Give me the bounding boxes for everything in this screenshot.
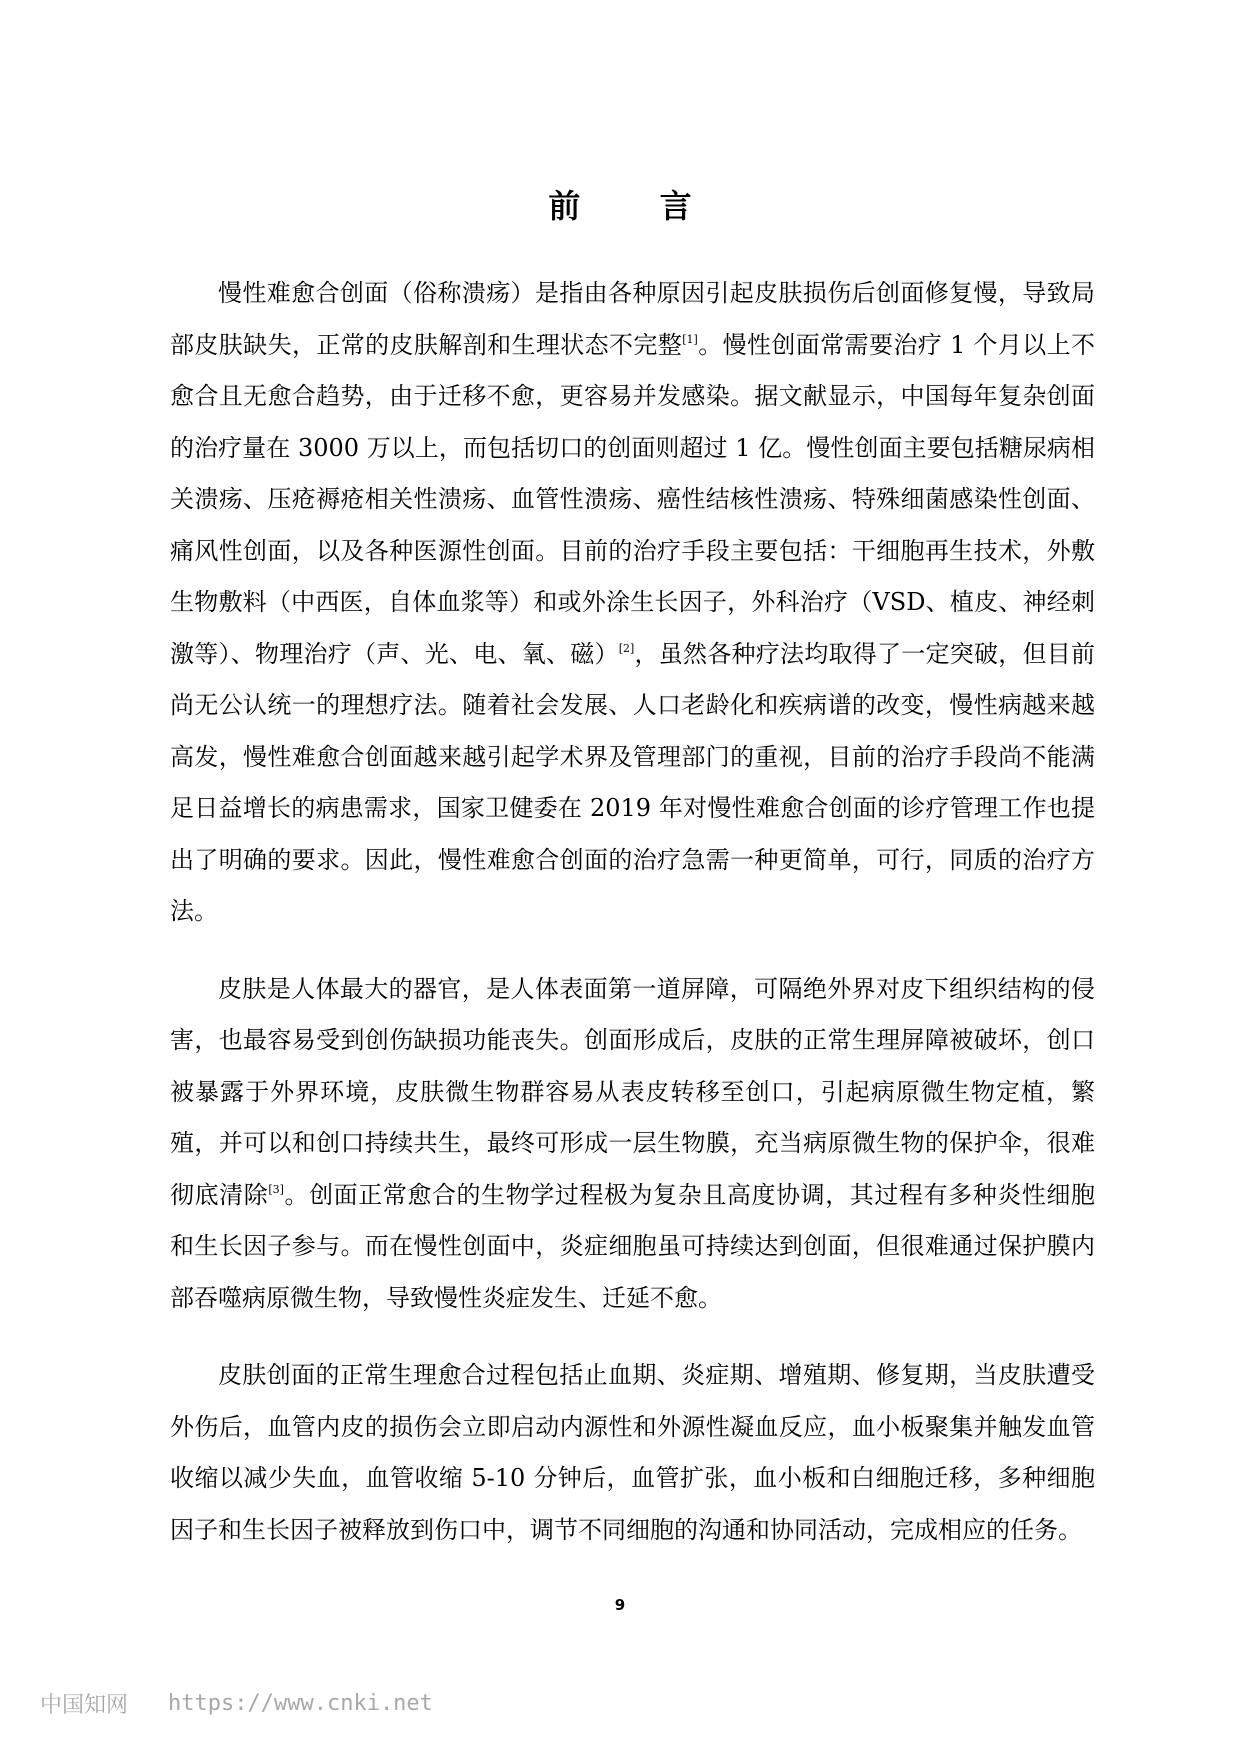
paragraph-text: 。慢性创面常需要治疗 1 个月以上不愈合且无愈合趋势，由于迁移不愈，更容易并发感染。据文献显示，中国每年复杂创面的治疗量在 3000 万以上，而包括切口的创面则超过 1 亿。慢性创面主要包括糖尿病相关溃疡、压疮褥疮相关性溃疡、血管性溃疡、癌性结核性溃疡、特殊细菌感染性创面、痛风性创面，以及各种医源性创面。目前的治疗手段主要包括：干细胞再生技术，外敷生物敷料（中西医，自体血浆等）和或外涂生长因子，外科治疗（VSD、植皮、神经刺激等）、物理治疗（声、光、电、氧、磁） — [170, 330, 1095, 668]
citation-ref-1: [1] — [682, 332, 698, 346]
paragraph-3 — [170, 1350, 1095, 1556]
page-number: 9 — [614, 1596, 626, 1614]
page-title: 前 言 — [548, 187, 726, 226]
footer-url: https://www.cnki.net — [168, 1691, 433, 1716]
paragraph-text: ，虽然各种疗法均取得了一定突破，但目前尚无公认统一的理想疗法。随着社会发展、人口老龄化和疾病谱的改变，慢性病越来越高发，慢性难愈合创面越来越引起学术界及管理部门的重视，目前的治疗手段尚不能满足日益增长的病患需求，国家卫健委在 2019 年对慢性难愈合创面的诊疗管理工作也提出了明确的要求。因此，慢性难愈合创面的治疗急需一种更简单，可行，同质的治疗方法。 — [170, 639, 1095, 925]
citation-ref-3: [3] — [268, 1182, 284, 1196]
footer-watermark — [40, 1688, 433, 1719]
paragraph-2 — [170, 964, 1095, 1325]
paragraph-text: 慢性难愈合创面（俗称溃疡）是指由各种原因引起皮肤损伤后创面修复慢，导致局部皮肤缺失，正常的皮肤解剖和生理状态不完整 — [170, 279, 1095, 359]
body-text — [170, 268, 1095, 1582]
paragraph-text: 。创面正常愈合的生物学过程极为复杂且高度协调，其过程有多种炎性细胞和生长因子参与。而在慢性创面中，炎症细胞虽可持续达到创面，但很难通过保护膜内部吞噬病原微生物，导致慢性炎症发生、迁延不愈。 — [170, 1180, 1096, 1312]
citation-ref-2: [2] — [618, 641, 635, 655]
paragraph-1 — [170, 268, 1095, 938]
paragraph-text: 皮肤是人体最大的器官，是人体表面第一道屏障，可隔绝外界对皮下组织结构的侵害，也最容易受到创伤缺损功能丧失。创面形成后，皮肤的正常生理屏障被破坏，创口被暴露于外界环境，皮肤微生物群容易从表皮转移至创口，引起病原微生物定植，繁殖，并可以和创口持续共生，最终可形成一层生物膜，充当病原微生物的保护伞，很难彻底清除 — [170, 974, 1095, 1209]
paragraph-text: 皮肤创面的正常生理愈合过程包括止血期、炎症期、增殖期、修复期，当皮肤遭受外伤后，血管内皮的损伤会立即启动内源性和外源性凝血反应，血小板聚集并触发血管收缩以减少失血，血管收缩 5-10 分钟后，血管扩张，血小板和白细胞迁移，多种细胞因子和生长因子被释放到伤口中，调节不同细胞的沟通和协同活动，完成相应的任务。 — [170, 1361, 1095, 1544]
footer-brand: 中国知网 — [40, 1693, 129, 1718]
